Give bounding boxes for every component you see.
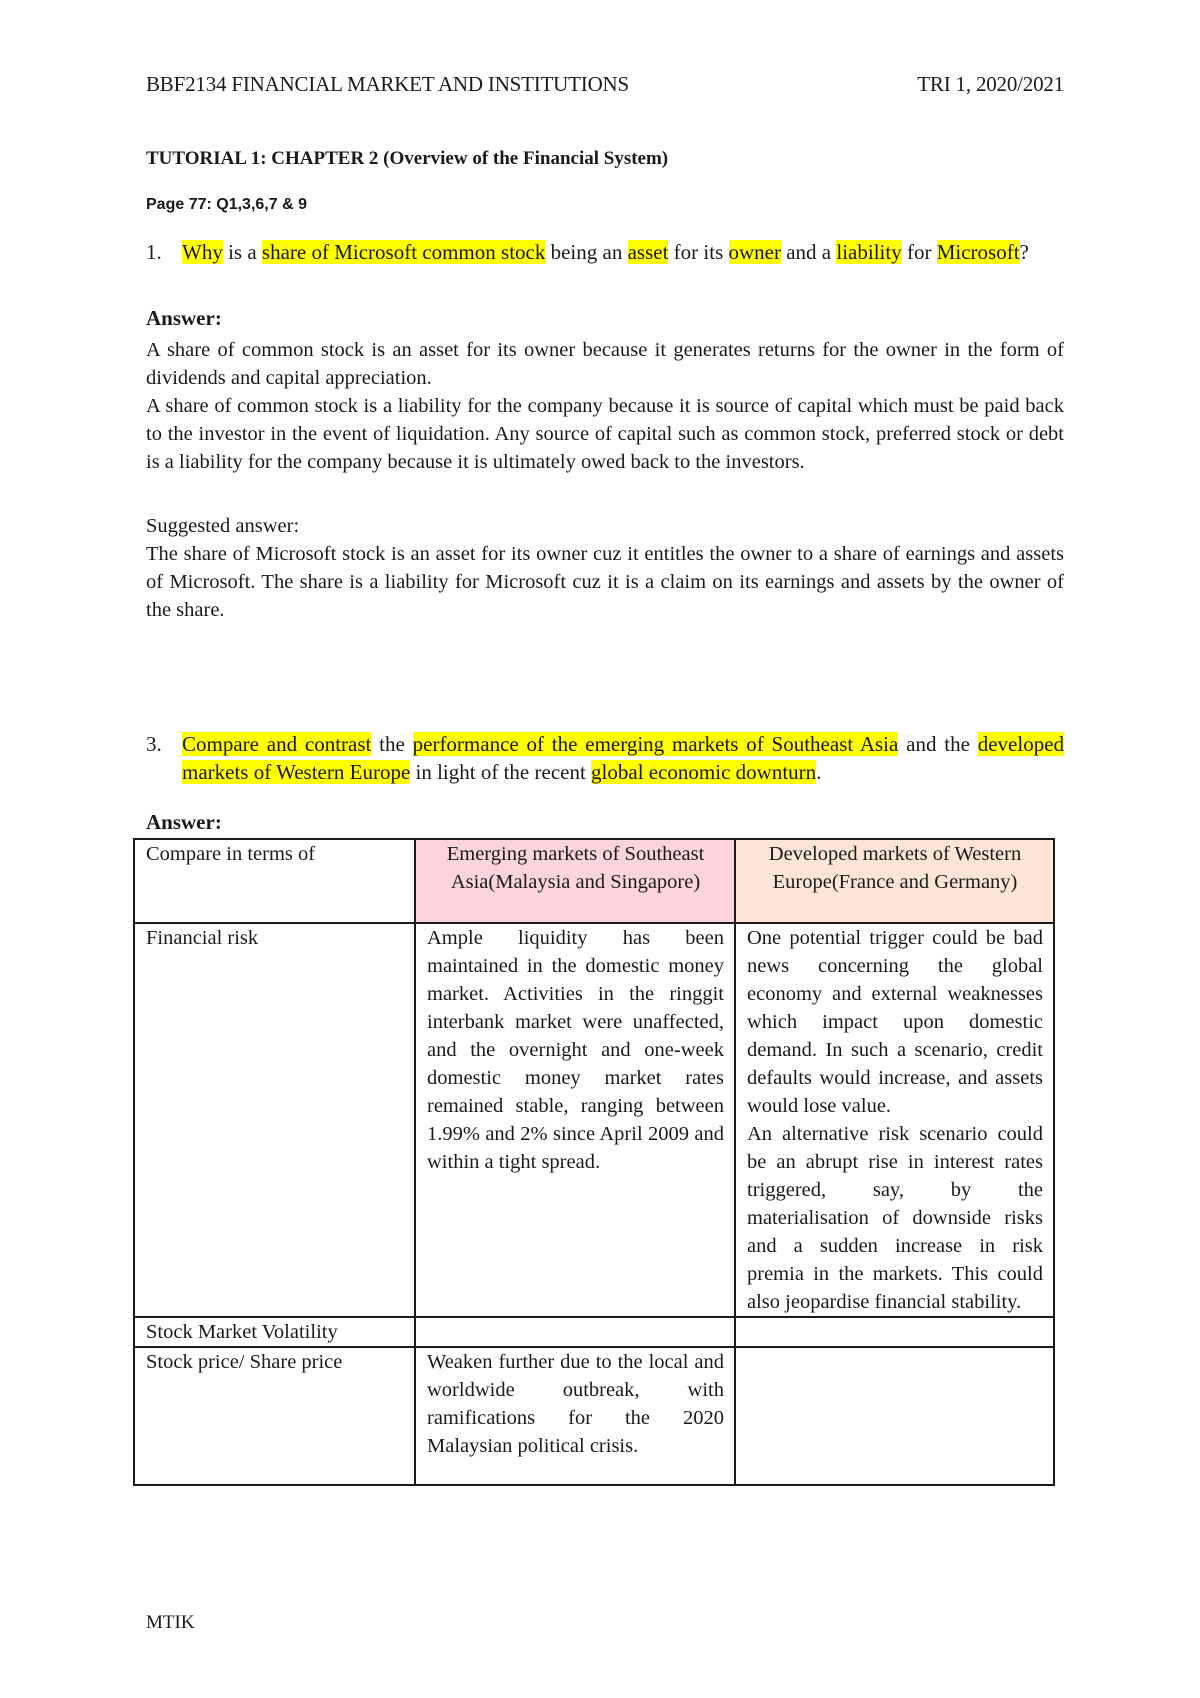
question-1 <box>146 238 1064 266</box>
answer-1-paragraph-1: A share of common stock is an asset for its owner because it generates returns for the owner in the form of dividends and capital appreciation. <box>146 339 1064 389</box>
highlighted-text: Compare and contrast <box>182 732 372 756</box>
cell-emerging-financial-risk: Ample liquidity has been maintained in the domestic money market. Activities in the ringgit interbank market were unaffected, and the overnight and one-week domestic money market rates remained stable, ranging between 1.99% and 2% since April 2009 and within a tight spread. <box>415 923 735 1317</box>
developed-risk-paragraph-1: One potential trigger could be bad news concerning the global economy and external weaknesses which impact upon domestic demand. In such a scenario, credit defaults would increase, and assets would lose value. <box>747 927 1043 1117</box>
term-label: TRI 1, 2020/2021 <box>917 72 1064 96</box>
table-row <box>134 1317 1054 1347</box>
header-developed-markets: Developed markets of Western Europe(France and Germany) <box>735 839 1054 923</box>
suggested-answer-text: The share of Microsoft stock is an asset for its owner cuz it entitles the owner to a share of earnings and assets of Microsoft. The share is a liability for Microsoft cuz it is a claim on its earnings and assets by the owner of the share. <box>146 543 1064 621</box>
question-text-segment: and the <box>898 732 978 756</box>
highlighted-text: owner <box>728 240 781 264</box>
cell-developed-volatility <box>735 1317 1054 1347</box>
page-header <box>146 72 1064 97</box>
table-row <box>134 1347 1054 1485</box>
highlighted-text: share of Microsoft common stock <box>261 240 546 264</box>
question-text-segment: and a <box>780 240 837 264</box>
cell-emerging-stock-price: Weaken further due to the local and worldwide outbreak, with ramifications for the 2020 Malaysian political crisis. <box>415 1347 735 1485</box>
question-text-segment: ? <box>1019 240 1029 264</box>
cell-emerging-volatility <box>415 1317 735 1347</box>
developed-risk-paragraph-2: An alternative risk scenario could be an abrupt rise in interest rates triggered, say, by the materialisation of downside risks and a sudden increase in risk premia in the markets. This could also jeopardise financial stability. <box>747 1123 1043 1313</box>
header-compare-in-terms-of: Compare in terms of <box>134 839 415 923</box>
table-header-row <box>134 839 1054 923</box>
course-title: BBF2134 FINANCIAL MARKET AND INSTITUTIONS <box>146 72 629 96</box>
question-text-segment: the <box>371 732 413 756</box>
highlighted-text: developed markets of Western Europe <box>182 732 1065 784</box>
question-text-segment: for <box>901 240 937 264</box>
question-text-segment: in light of the recent <box>410 760 592 784</box>
question-3 <box>146 730 1064 786</box>
comparison-table <box>133 838 1055 1486</box>
answer-1-label: Answer: <box>146 306 222 330</box>
row-label-stock-market-volatility: Stock Market Volatility <box>134 1317 415 1347</box>
header-emerging-markets: Emerging markets of Southeast Asia(Malaysia and Singapore) <box>415 839 735 923</box>
question-text-segment: is a <box>222 240 262 264</box>
highlighted-text: asset <box>627 240 669 264</box>
highlighted-text: global economic downturn <box>591 760 817 784</box>
highlighted-text: Microsoft <box>936 240 1020 264</box>
tutorial-subtitle: Page 77: Q1,3,6,7 & 9 <box>146 196 307 213</box>
question-3-text <box>146 730 1064 786</box>
highlighted-text: performance of the emerging markets of Southeast Asia <box>412 732 899 756</box>
question-1-number: 1. <box>146 240 162 264</box>
suggested-answer-label: Suggested answer: <box>146 515 300 537</box>
answer-1-paragraph-2: A share of common stock is a liability for the company because it is source of capital which must be paid back to the investor in the event of liquidation. Any source of capital such as common stock, preferred stock or debt is a liability for the company because it is ultimately owed back to the investors. <box>146 395 1064 473</box>
tutorial-title: TUTORIAL 1: CHAPTER 2 (Overview of the Financial System) <box>146 148 669 169</box>
question-3-number: 3. <box>146 732 162 756</box>
cell-developed-stock-price <box>735 1347 1054 1485</box>
footer-label: MTIK <box>146 1612 195 1633</box>
highlighted-text: Why <box>182 240 223 264</box>
cell-developed-financial-risk <box>735 923 1054 1317</box>
question-1-text <box>146 238 1064 266</box>
table-row <box>134 923 1054 1317</box>
question-text-segment: for its <box>668 240 729 264</box>
highlighted-text: liability <box>836 240 902 264</box>
question-text-segment: being an <box>545 240 628 264</box>
row-label-financial-risk: Financial risk <box>134 923 415 1317</box>
question-text-segment: . <box>816 760 822 784</box>
row-label-stock-price: Stock price/ Share price <box>134 1347 415 1485</box>
answer-3-label: Answer: <box>146 810 222 834</box>
